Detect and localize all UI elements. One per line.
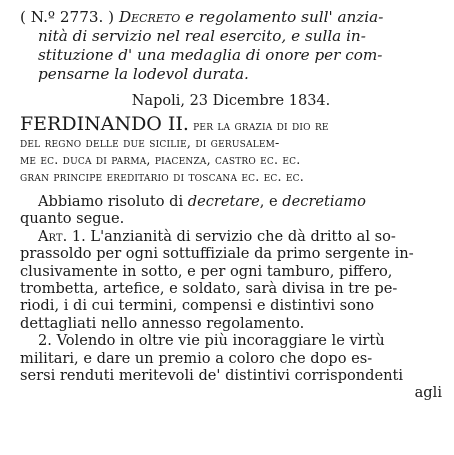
king-title: [20, 113, 442, 185]
article-1-line6: dettagliati nello annesso regolamento.: [20, 314, 305, 332]
decree-heading: [20, 8, 442, 84]
article-2-paragraph: [20, 332, 442, 384]
king-title-line3: me ec. duca di parma, piacenza, castro ec. ec.: [20, 152, 301, 167]
document-page: [20, 8, 442, 402]
decree-number: ( N.º 2773. ): [20, 8, 115, 26]
preamble-decretiamo: decretiamo: [282, 193, 366, 210]
article-1-line1: L'anzianità di servizio che dà dritto al so-: [85, 227, 396, 245]
king-title-line2: del regno delle due sicilie, di gerusalem-: [20, 135, 280, 150]
dateline: Napoli, 23 Dicembre 1834.: [131, 93, 331, 109]
article-2-line4: agli: [414, 384, 442, 402]
decree-title-line3: stituzione d' una medaglia di onore per com-: [38, 46, 383, 64]
article-1-label: Art. 1.: [38, 227, 86, 245]
article-1-line2: prassoldo per ogni sottuffiziale da primo sergente in-: [20, 245, 414, 263]
king-title-line4: gran principe ereditario di toscana ec. ec. ec.: [20, 169, 304, 184]
king-title-line1: per la grazia di dio re: [188, 118, 329, 133]
decree-title-keyword: Decreto: [118, 8, 181, 26]
preamble-line2: quanto segue.: [20, 210, 125, 228]
decree-title-line4: pensarne la lodevol durata.: [38, 65, 249, 83]
decree-title-line1: e regolamento sull' anzia-: [180, 8, 384, 26]
decree-title-line2: nità di servizio nel real esercito, e sulla in-: [38, 27, 366, 45]
article-1-line3: clusivamente in sotto, e per ogni tamburo, piffero,: [20, 262, 393, 280]
article-1-paragraph: [20, 228, 442, 332]
article-2-line1: 2. Volendo in oltre vie più incoraggiare le virtù: [38, 332, 385, 350]
preamble-text-middle: , e: [259, 193, 283, 210]
preamble-text-start: Abbiamo risoluto di: [38, 193, 188, 210]
preamble-paragraph: [20, 193, 442, 228]
article-1-line5: riodi, i di cui termini, compensi e distintivi sono: [20, 297, 375, 315]
article-1-line4: trombetta, artefice, e soldato, sarà divisa in tre pe-: [20, 280, 398, 298]
king-name: FERDINANDO II.: [20, 113, 189, 135]
article-2-line2: militari, e dare un premio a coloro che dopo es-: [20, 349, 373, 367]
preamble-decretare: decretare: [187, 193, 260, 210]
article-2-line3: sersi renduti meritevoli de' distintivi corrispondenti: [20, 367, 404, 385]
